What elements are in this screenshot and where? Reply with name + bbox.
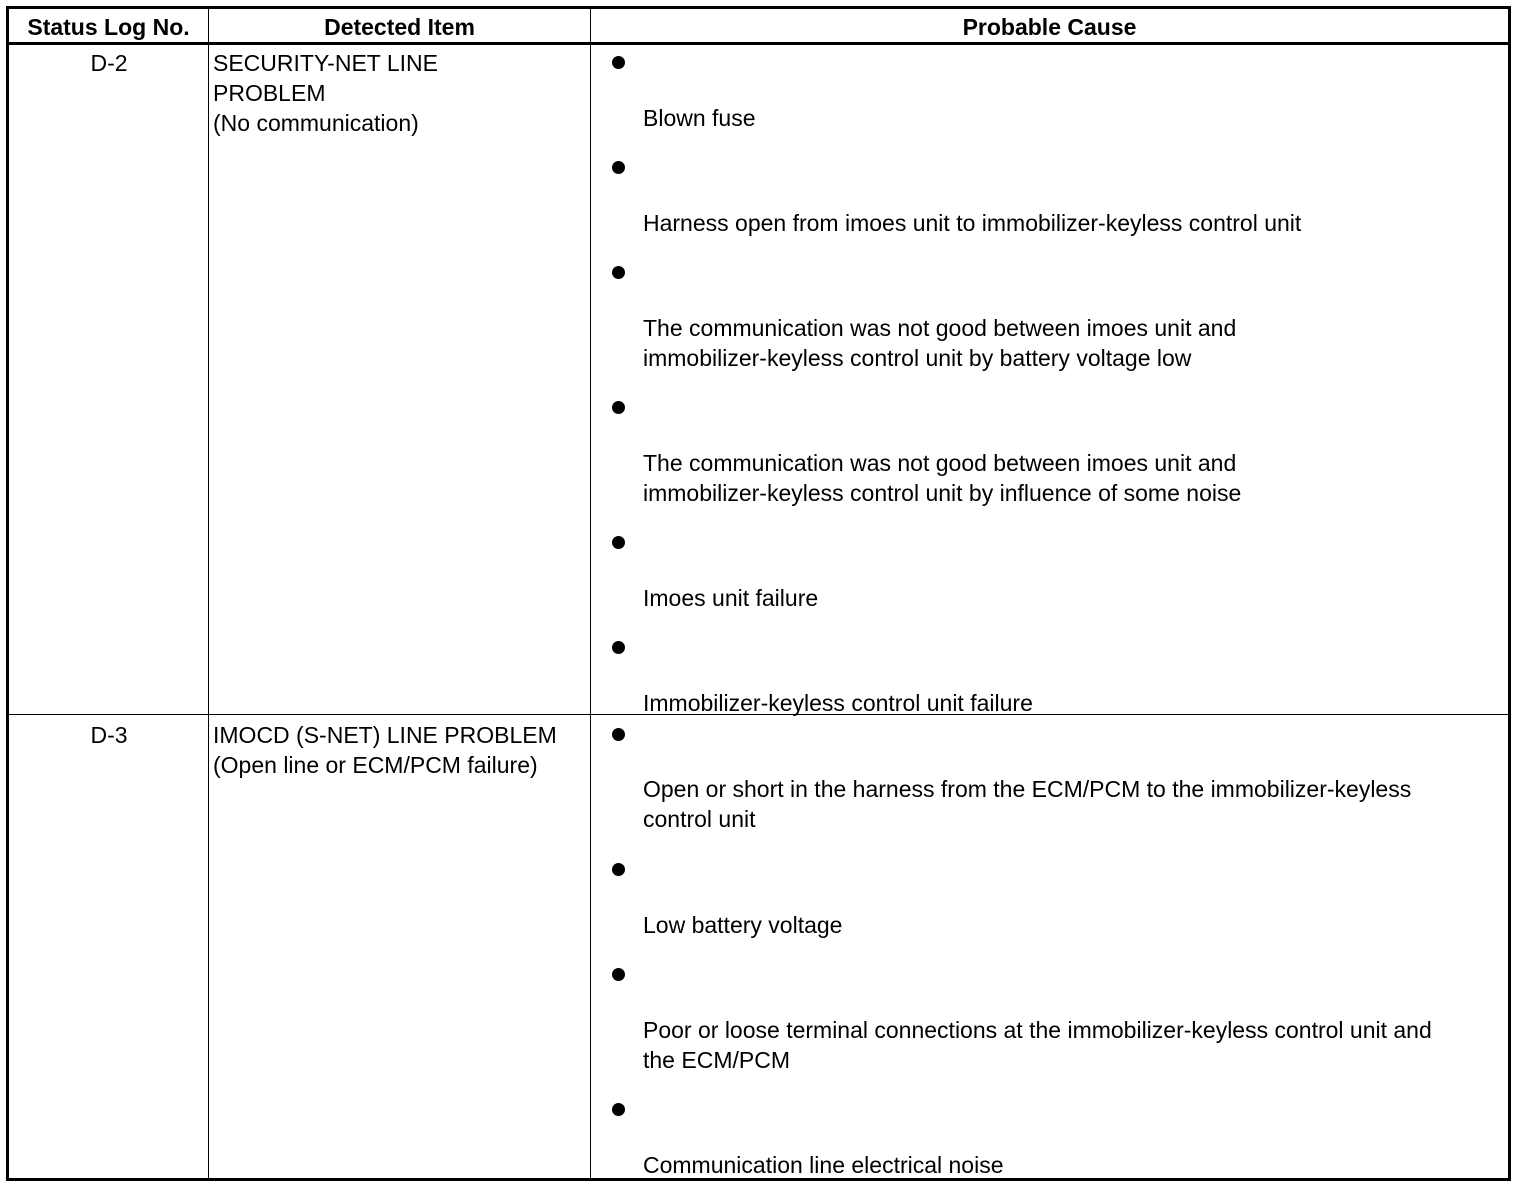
cause-line: The communication was not good between imoes unit and (643, 315, 1237, 341)
header-probable-cause: Probable Cause (962, 14, 1137, 40)
cause-line: the ECM/PCM (643, 1047, 790, 1073)
probable-cause (643, 583, 818, 613)
cause-line: Poor or loose terminal connections at the immobilizer-keyless control unit and (643, 1017, 1432, 1043)
detected-item-line: (Open line or ECM/PCM failure) (213, 752, 538, 778)
bullet-icon (612, 56, 625, 69)
cause-line: Imoes unit failure (643, 585, 819, 611)
probable-cause (643, 910, 842, 940)
probable-cause (643, 208, 1301, 238)
header-status-log-no: Status Log No. (27, 14, 190, 40)
probable-cause (643, 1015, 1432, 1075)
cause-line: Immobilizer-keyless control unit failure (643, 690, 1033, 716)
probable-cause (643, 448, 1241, 508)
detected-item-line: (No communication) (213, 110, 419, 136)
probable-cause (643, 774, 1411, 834)
probable-cause (643, 1150, 1004, 1180)
bullet-icon (612, 863, 625, 876)
status-log-code: D-2 (90, 50, 128, 76)
cause-line: Harness open from imoes unit to immobilizer-keyless control unit (643, 210, 1302, 236)
bullet-icon (612, 161, 625, 174)
detected-item-line: IMOCD (S-NET) LINE PROBLEM (213, 722, 557, 748)
bullet-icon (612, 266, 625, 279)
column-divider (208, 9, 209, 1178)
detected-item (213, 720, 557, 780)
bullet-icon (612, 968, 625, 981)
cause-line: Open or short in the harness from the ECM/PCM to the immobilizer-keyless (643, 776, 1412, 802)
cause-line: immobilizer-keyless control unit by influence of some noise (643, 480, 1242, 506)
detected-item-line: PROBLEM (213, 80, 326, 106)
detected-item-line: SECURITY-NET LINE (213, 50, 438, 76)
cause-line: control unit (643, 806, 756, 832)
table-frame (6, 6, 1511, 1181)
probable-cause (643, 313, 1236, 373)
cause-line: Low battery voltage (643, 912, 843, 938)
cause-line: immobilizer-keyless control unit by battery voltage low (643, 345, 1192, 371)
bullet-icon (612, 401, 625, 414)
status-log-code: D-3 (90, 722, 128, 748)
cause-line: Communication line electrical noise (643, 1152, 1004, 1178)
cause-line: Blown fuse (643, 105, 756, 131)
detected-item (213, 48, 438, 138)
header-detected-item: Detected Item (324, 14, 475, 40)
cause-line: The communication was not good between imoes unit and (643, 450, 1237, 476)
bullet-icon (612, 641, 625, 654)
bullet-icon (612, 1103, 625, 1116)
column-divider (590, 9, 591, 1178)
bullet-icon (612, 536, 625, 549)
probable-cause (643, 688, 1033, 718)
bullet-icon (612, 728, 625, 741)
probable-cause (643, 103, 756, 133)
